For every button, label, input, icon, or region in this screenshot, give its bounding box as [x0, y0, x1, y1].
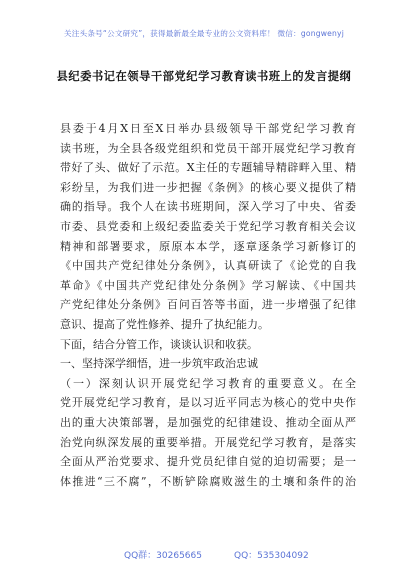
body-line: 治党向纵深发展的重要举措。开展党纪学习教育，是落实	[60, 435, 356, 449]
body-line: 革命》《中国共产党纪律处分条例》学习解读、《中国共	[60, 278, 356, 292]
qq-group-number: QQ群：30265665	[124, 551, 202, 561]
body-line: 精神和部署要求，原原本本学，逐章逐条学习新修订的	[60, 239, 356, 253]
body-line: 党开展党纪学习教育，是以习近平同志为核心的党中央作	[60, 396, 356, 410]
section-heading: 一、坚持深学细悟，进一步筑牢政治忠诚	[60, 357, 258, 371]
body-line: 《中国共产党纪律处分条例》，认真研读了《论党的自我	[60, 259, 356, 273]
body-line: 确的指导。我个人在读书班期间，深入学习了中央、省委	[60, 200, 356, 214]
body-line: 意识、提高了党性修养、提升了执纪能力。	[60, 317, 269, 331]
qq-contact-number: QQ：535304092	[234, 551, 309, 561]
document-body	[60, 119, 356, 491]
body-line: （一）深刻认识开展党纪学习教育的重要意义。在全	[60, 376, 356, 390]
promo-banner: 关注头条号“公文研究”，获得最新最全最专业的公文资料库！ 微信：gongwenyj	[63, 29, 345, 38]
body-line: 县委于4月X日至X日举办县级领导干部党纪学习教育	[60, 122, 356, 135]
body-line: 读书班，为全县各级党组织和党员干部开展党纪学习教育	[60, 141, 356, 155]
body-line: 彩纷呈，为我们进一步把握《条例》的核心要义提供了精	[60, 180, 356, 194]
body-line: 带好了头、做好了示范。X主任的专题辅导精辟畔入里、精	[60, 161, 356, 175]
document-title: 县纪委书记在领导干部党纪学习教育读书班上的发言提纲	[56, 70, 352, 83]
body-line: 下面，结合分管工作，谈谈认识和收获。	[60, 337, 258, 351]
body-line: 市委、县党委和上级纪委监委关于党纪学习教育相关会议	[60, 219, 356, 233]
body-line: 产党纪律处分条例》百问百答等书面，进一步增强了纪律	[60, 298, 356, 312]
body-line: 出的重大决策部署，是加强党的纪律建设、推动全面从严	[60, 415, 356, 429]
body-line: 体推进“三不腐”，不断铲除腐败滋生的土壤和条件的治	[60, 474, 356, 488]
body-line: 全面从严治党要求、提升党员纪律自觉的迫切需要；是一	[60, 455, 356, 469]
